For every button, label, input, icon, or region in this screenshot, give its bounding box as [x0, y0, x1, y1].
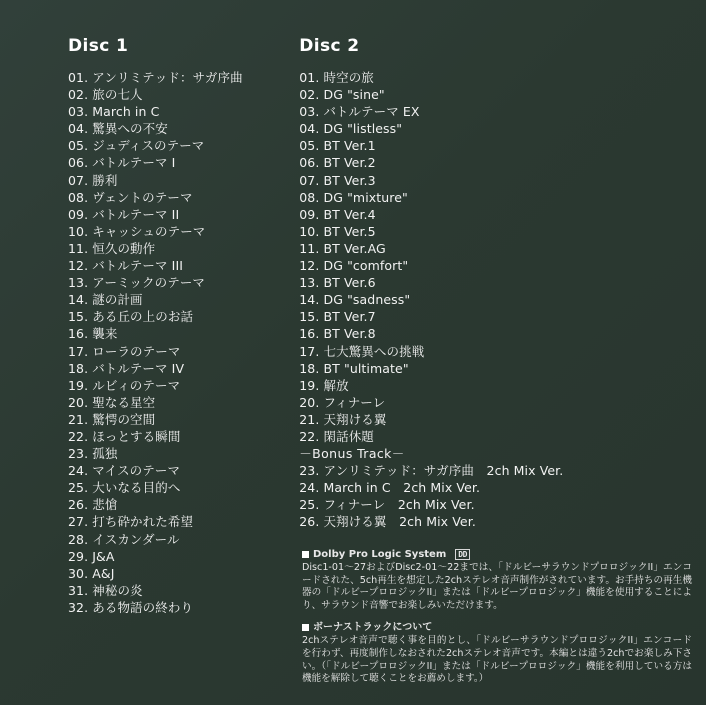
disc1-track-list [68, 69, 299, 616]
list-item: 07. 勝利 [68, 172, 118, 188]
list-item: 25. フィナーレ 2ch Mix Ver. [299, 497, 475, 513]
list-item: 04. DG "listless" [299, 121, 403, 137]
list-item: 10. キャッシュのテーマ [68, 223, 206, 239]
disc2-column [299, 36, 688, 616]
list-item: 23. アンリミテッド：サガ序曲 2ch Mix Ver. [299, 463, 564, 479]
list-item: 30. A&J [68, 565, 115, 581]
note-bonus-heading-text: ボーナストラックについて [313, 622, 433, 634]
square-bullet-icon [302, 624, 309, 631]
list-item: 21. 驚愕の空間 [68, 411, 156, 427]
disc1-column [68, 36, 299, 616]
list-item: 06. BT Ver.2 [299, 155, 376, 171]
list-item: 19. ルビィのテーマ [68, 377, 181, 393]
bonus-track-header: －Bonus Track－ [299, 446, 405, 462]
note-dolby-heading [302, 548, 692, 561]
list-item: 14. DG "sadness" [299, 292, 411, 308]
note-bonus-heading [302, 621, 692, 634]
list-item: 08. DG "mixture" [299, 189, 408, 205]
disc2-title: Disc 2 [299, 36, 360, 56]
list-item: 02. 旅の七人 [68, 87, 143, 103]
list-item: 18. BT "ultimate" [299, 360, 409, 376]
list-item: 04. 驚異への不安 [68, 121, 168, 137]
list-item: 12. DG "comfort" [299, 258, 409, 274]
list-item: 17. ローラのテーマ [68, 343, 181, 359]
list-item: 23. 孤独 [68, 446, 118, 462]
list-item: 15. BT Ver.7 [299, 309, 376, 325]
list-item: 27. 打ち砕かれた希望 [68, 514, 194, 530]
liner-notes [302, 548, 692, 695]
list-item: 08. ヴェントのテーマ [68, 189, 193, 205]
list-item: 09. BT Ver.4 [299, 206, 376, 222]
square-bullet-icon [302, 551, 309, 558]
list-item: 11. BT Ver.AG [299, 240, 386, 256]
list-item: 01. 時空の旅 [299, 70, 374, 85]
list-item: 09. バトルテーマ II [68, 206, 180, 222]
list-item: 15. ある丘の上のお話 [68, 309, 194, 325]
list-item: 24. マイスのテーマ [68, 463, 181, 479]
list-item: 13. BT Ver.6 [299, 275, 376, 291]
note-bonus-body: 2chステレオ音声で聴く事を目的とし、「ドルビーサラウンドプロロジックII」エンコードを行わず、再度制作しなおされた2chステレオ音声です。本編とは違う2chでお楽しみ下さい。（「ドルビープロロジックII」または「ドルビープロロジック」機能を利用している方は機能を解除して聴くことをお薦めします。） [302, 635, 692, 685]
list-item: 16. 襲来 [68, 326, 118, 342]
list-item: 24. March in C 2ch Mix Ver. [299, 480, 481, 496]
list-item: 01. アンリミテッド：サガ序曲 [68, 70, 243, 85]
list-item: 19. 解放 [299, 377, 349, 393]
list-item: 17. 七大驚異への挑戦 [299, 343, 425, 359]
note-dolby-body: Disc1-01～27およびDisc2-01～22までは、「ドルビーサラウンドプロロジックII」エンコードされた、5ch再生を想定した2chステレオ音声制作がされています。お手持ちの再生機器の「ドルビープロロジックII」または「ドルビープロロジック」機能を使用することにより、サラウンド音響でお楽しみいただけます。 [302, 562, 692, 611]
list-item: 18. バトルテーマ IV [68, 360, 185, 376]
note-dolby [302, 548, 692, 612]
disc2-track-list [299, 69, 688, 531]
list-item: 26. 悲愴 [68, 497, 118, 513]
list-item: 12. バトルテーマ III [68, 258, 184, 274]
list-item: 11. 恒久の動作 [68, 240, 156, 256]
list-item: 07. BT Ver.3 [299, 172, 376, 188]
list-item: 05. BT Ver.1 [299, 138, 376, 154]
list-item: 10. BT Ver.5 [299, 223, 376, 239]
list-item: 32. ある物語の終わり [68, 599, 194, 615]
disc1-title: Disc 1 [68, 36, 129, 56]
list-item: 22. 閑話休題 [299, 428, 374, 444]
list-item: 03. March in C [68, 104, 160, 120]
list-item: 20. 聖なる星空 [68, 394, 156, 410]
list-item: 05. ジュディスのテーマ [68, 138, 205, 154]
tracklist-columns [68, 36, 688, 616]
list-item: 29. J&A [68, 548, 115, 564]
list-item: 25. 大いなる目的へ [68, 480, 181, 496]
list-item: 06. バトルテーマ I [68, 155, 176, 171]
list-item: 14. 謎の計画 [68, 292, 143, 308]
list-item: 28. イスカンダール [68, 531, 180, 547]
list-item: 26. 天翔ける翼 2ch Mix Ver. [299, 514, 476, 530]
dolby-logo-icon: DD [455, 549, 470, 560]
list-item: 21. 天翔ける翼 [299, 411, 387, 427]
list-item: 22. ほっとする瞬間 [68, 428, 181, 444]
note-dolby-heading-text: Dolby Pro Logic System [313, 549, 447, 560]
list-item: 03. バトルテーマ EX [299, 104, 420, 120]
list-item: 02. DG "sine" [299, 87, 385, 103]
list-item: 20. フィナーレ [299, 394, 386, 410]
list-item: 31. 神秘の炎 [68, 582, 143, 598]
list-item: 16. BT Ver.8 [299, 326, 376, 342]
list-item: 13. アーミックのテーマ [68, 275, 206, 291]
note-bonus [302, 621, 692, 685]
